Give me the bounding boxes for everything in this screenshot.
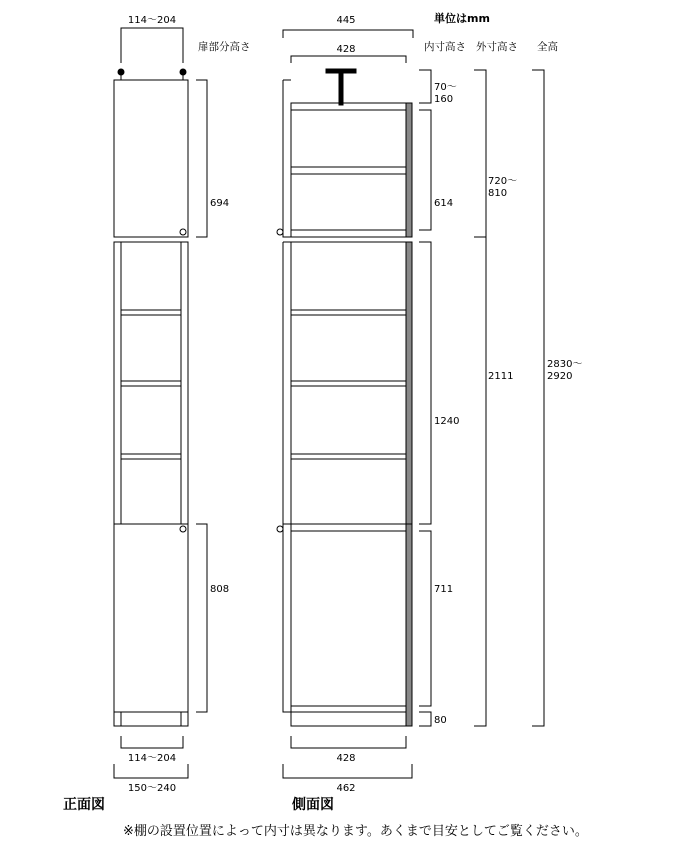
side-lower-unit — [291, 531, 406, 706]
side-shelf-1 — [291, 310, 406, 315]
side-lower-back-panel — [406, 524, 412, 726]
total-height-value: 2830〜 — [547, 359, 583, 370]
side-view-drawing — [277, 30, 413, 778]
front-shelf-2 — [121, 381, 181, 386]
side-top-inner-dimension — [291, 56, 406, 63]
side-shelf-3 — [291, 454, 406, 459]
side-open-section — [291, 242, 406, 524]
inner-middle-value: 1240 — [434, 416, 460, 427]
front-outer-width-label: 150〜240 — [127, 783, 177, 794]
inner-top-gap-value: 70〜 — [434, 82, 457, 93]
pole-knob-left — [118, 69, 124, 75]
side-shelf-2 — [291, 381, 406, 386]
side-top-outer-dimension — [283, 30, 413, 38]
front-view-drawing — [114, 28, 207, 778]
outer-height-header: 外寸高さ — [476, 41, 518, 53]
hinge-lower — [180, 526, 186, 532]
side-upper-unit — [291, 103, 406, 237]
side-hinge-lower — [277, 526, 283, 532]
pole-knob-right — [180, 69, 186, 75]
tension-pole — [339, 73, 343, 105]
side-top-outer-label: 445 — [336, 15, 356, 26]
inner-lower-value: 711 — [434, 584, 454, 595]
front-view-caption: 正面図 — [63, 797, 105, 813]
inner-upper-value: 614 — [434, 198, 454, 209]
front-open-shelf-section — [114, 242, 188, 524]
door-upper-dimension — [196, 80, 207, 237]
total-height-dimension — [532, 70, 544, 726]
total-height-value-2: 2920 — [547, 371, 573, 382]
side-base — [291, 712, 406, 726]
front-top-width-dimension — [121, 28, 183, 63]
inner-top-gap-value-2: 160 — [434, 94, 454, 105]
outer-upper-value-2: 810 — [488, 188, 508, 199]
side-view-caption: 側面図 — [292, 797, 334, 813]
inner-base-dimension — [419, 712, 431, 726]
inner-middle-dimension — [419, 242, 431, 524]
side-bottom-outer-label: 462 — [336, 783, 356, 794]
total-height-header: 全高 — [537, 41, 558, 53]
inner-upper-dimension — [419, 110, 431, 230]
front-shelf-3 — [121, 454, 181, 459]
door-lower-value: 808 — [210, 584, 230, 595]
side-bottom-outer-dimension — [283, 764, 412, 778]
front-outer-width-dimension — [114, 764, 188, 778]
inner-top-gap-dimension — [419, 70, 431, 103]
door-lower-dimension — [196, 524, 207, 712]
outer-upper-value: 720〜 — [488, 176, 518, 187]
side-bottom-inner-label: 428 — [336, 753, 356, 764]
front-inner-width-label: 114〜204 — [127, 753, 177, 764]
outer-lower-value: 2111 — [488, 371, 514, 382]
side-bottom-inner-dimension — [291, 736, 406, 748]
outer-upper-dimension — [474, 70, 486, 237]
outer-lower-dimension — [474, 237, 486, 726]
door-height-header: 扉部分高さ — [198, 41, 251, 53]
door-upper-value: 694 — [210, 198, 230, 209]
front-shelf-1 — [121, 310, 181, 315]
inner-lower-dimension — [419, 531, 431, 706]
side-top-inner-label: 428 — [336, 44, 356, 55]
inner-base-value: 80 — [434, 715, 447, 726]
front-base — [114, 712, 188, 726]
front-top-width-label: 114〜204 — [127, 15, 177, 26]
side-hinge-upper — [277, 229, 283, 235]
hinge-upper — [180, 229, 186, 235]
unit-label: 単位はmm — [434, 12, 490, 25]
tension-pole-plate — [326, 69, 356, 73]
height-dimensions — [419, 70, 544, 726]
front-upper-door — [114, 80, 188, 237]
front-inner-width-dimension — [121, 736, 183, 748]
front-lower-door — [114, 524, 188, 712]
footnote: ※棚の設置位置によって内寸は異なります。あくまで目安としてご覧ください。 — [123, 824, 588, 839]
side-upper-back-panel — [406, 103, 412, 237]
side-upper-shelf — [291, 167, 406, 174]
inner-height-header: 内寸高さ — [424, 41, 466, 53]
